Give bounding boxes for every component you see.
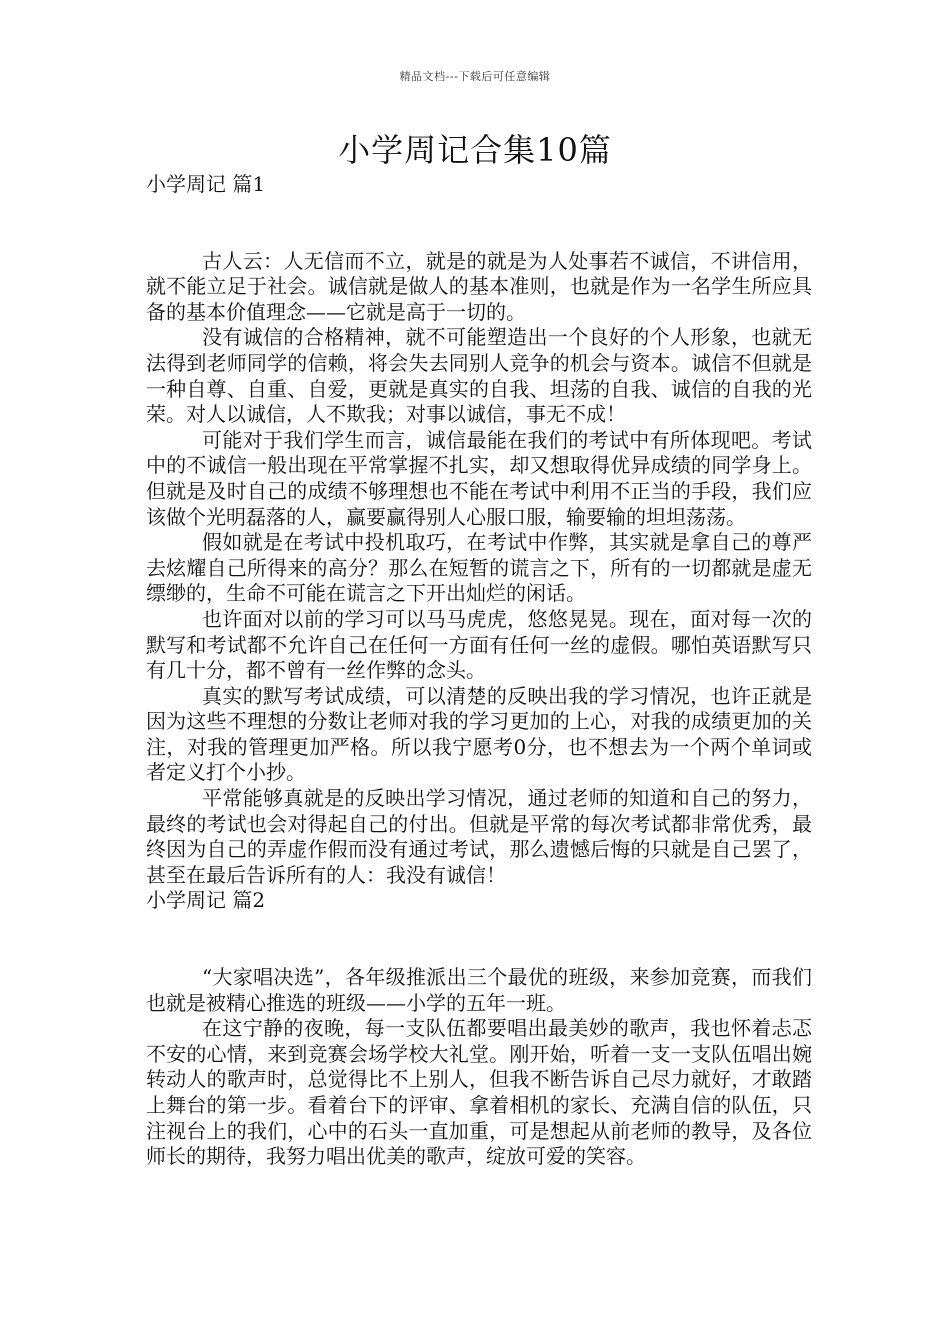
paragraph: 真实的默写考试成绩，可以清楚的反映出我的学习情况，也许正就是因为这些不理想的分数让老师对我的学习更加的上心，对我的成绩更加的关注，对我的管理更加严格。所以我宁愿考0分，也不想去为一个两个单词或者定义打个小抄。 xyxy=(146,683,812,785)
paragraph: 在这宁静的夜晚，每一支队伍都要唱出最美妙的歌声，我也怀着忐忑不安的心情，来到竞赛会场学校大礼堂。刚开始，听着一支一支队伍唱出婉转动人的歌声时，总觉得比不上别人，但我不断告诉自己尽力就好，才敢踏上舞台的第一步。看着台下的评审、拿着相机的家长、充满自信的队伍，只注视台上的我们，心中的石头一直加重，可是想起从前老师的教导，及各位师长的期待，我努力唱出优美的歌声，绽放可爱的笑容。 xyxy=(146,1016,812,1169)
paragraph: 古人云：人无信而不立，就是的就是为人处事若不诚信，不讲信用，就不能立足于社会。诚信就是做人的基本准则，也就是作为一名学生所应具备的基本价值理念——它就是高于一切的。 xyxy=(146,248,812,324)
paragraph: 也许面对以前的学习可以马马虎虎，悠悠晃晃。现在，面对每一次的默写和考试都不允许自己在任何一方面有任何一丝的虚假。哪怕英语默写只有几十分，都不曾有一丝作弊的念头。 xyxy=(146,606,812,683)
document-title: 小学周记合集10篇 xyxy=(338,131,612,169)
paragraph: 假如就是在考试中投机取巧，在考试中作弊，其实就是拿自己的尊严去炫耀自己所得来的高分？那么在短暂的谎言之下，所有的一切都就是虚无缥缈的，生命不可能在谎言之下开出灿烂的闲话。 xyxy=(146,530,812,606)
document-body xyxy=(146,172,812,1170)
section-heading: 小学周记 篇1 xyxy=(146,172,266,196)
paragraph: “大家唱决选”，各年级推派出三个最优的班级，来参加竞赛，而我们也就是被精心推选的班级——小学的五年一班。 xyxy=(146,965,812,1015)
header-note: 精品文档---下载后可任意编辑 xyxy=(399,70,551,83)
paragraph: 没有诚信的合格精神，就不可能塑造出一个良好的个人形象，也就无法得到老师同学的信赖，将会失去同别人竞争的机会与资本。诚信不但就是一种自尊、自重、自爱，更就是真实的自我、坦荡的自我、诚信的自我的光荣。对人以诚信，人不欺我；对事以诚信，事无不成！ xyxy=(146,325,812,427)
section-2 xyxy=(146,888,812,1169)
paragraph: 平常能够真就是的反映出学习情况，通过老师的知道和自己的努力，最终的考试也会对得起自己的付出。但就是平常的每次考试都非常优秀，最终因为自己的弄虚作假而没有通过考试，那么遗憾后悔的只就是自己罢了，甚至在最后告诉所有的人：我没有诚信！ xyxy=(146,786,812,887)
section-1 xyxy=(146,172,812,888)
paragraph: 可能对于我们学生而言，诚信最能在我们的考试中有所体现吧。考试中的不诚信一般出现在平常掌握不扎实，却又想取得优异成绩的同学身上。但就是及时自己的成绩不够理想也不能在考试中利用不正当的手段，我们应该做个光明磊落的人，赢要赢得别人心服口服，输要输的坦坦荡荡。 xyxy=(146,427,812,529)
section-heading: 小学周记 篇2 xyxy=(146,888,266,913)
